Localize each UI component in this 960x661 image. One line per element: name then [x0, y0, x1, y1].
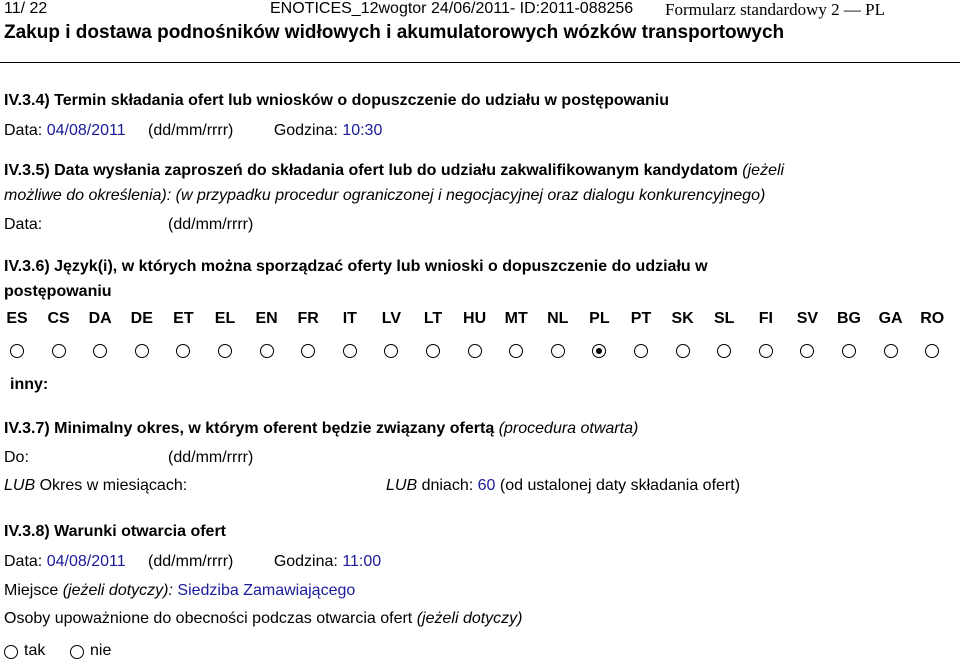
s8-place-note: (jeżeli dotyczy):	[62, 582, 173, 599]
s7-days-label: dniach:	[421, 477, 474, 494]
s8-date-value: 04/08/2011	[46, 553, 126, 570]
language-radio-de[interactable]	[135, 344, 149, 358]
other-language-label: inny:	[10, 376, 49, 393]
section-iv-3-6-heading-cont: postępowaniu	[4, 283, 112, 300]
language-radio-et[interactable]	[176, 344, 190, 358]
s5-date-label: Data:	[4, 216, 43, 233]
s8-persons-label: Osoby upoważnione do obecności podczas otwarcia ofert	[4, 610, 413, 627]
language-radio-el[interactable]	[218, 344, 232, 358]
s4-date-format: (dd/mm/rrrr)	[148, 122, 234, 139]
persons-yes-label: tak	[24, 642, 46, 659]
s7-days-note: (od ustalonej daty składania ofert)	[499, 477, 741, 494]
s7-days-row	[386, 477, 740, 495]
language-radio-hu[interactable]	[468, 344, 482, 358]
s4-date-row	[4, 122, 382, 140]
persons-no-radio[interactable]	[70, 645, 84, 659]
s8-place-row	[4, 582, 355, 600]
language-label-es: ES	[6, 310, 28, 327]
language-radio-sv[interactable]	[800, 344, 814, 358]
s7-heading-note: (procedura otwarta)	[498, 420, 639, 437]
persons-no-label: nie	[90, 642, 112, 659]
language-radio-fr[interactable]	[301, 344, 315, 358]
s8-place-label: Miejsce	[4, 582, 59, 599]
language-radio-lv[interactable]	[384, 344, 398, 358]
header-rule	[0, 62, 960, 63]
language-label-fr: FR	[297, 310, 319, 327]
s8-persons-note: (jeżeli dotyczy)	[416, 610, 523, 627]
s8-date-format: (dd/mm/rrrr)	[148, 553, 234, 570]
language-radio-pl[interactable]	[592, 344, 606, 358]
page-number: 11/ 22	[4, 0, 48, 17]
s5-line2: możliwe do określenia): (w przypadku procedur ograniczonej i negocjacyjnej oraz dialogu konkurencyjnego)	[4, 187, 766, 204]
form-name: Formularz standardowy 2 — PL	[665, 0, 886, 19]
s4-date-value: 04/08/2011	[46, 122, 126, 139]
s8-date-label: Data:	[4, 553, 43, 570]
section-iv-3-6-heading: IV.3.6) Język(i), w których można sporządzać oferty lub wnioski o dopuszczenie do udziału w	[4, 258, 708, 275]
language-radio-fi[interactable]	[759, 344, 773, 358]
s7-months-label: Okres w miesiącach:	[39, 477, 188, 494]
section-iv-3-7-heading	[4, 420, 638, 438]
s5-heading-text: IV.3.5) Data wysłania zaproszeń do składania ofert lub do udziału zakwalifikowanym kandydatom	[4, 162, 738, 179]
s8-date-row	[4, 553, 381, 571]
s4-date-label: Data:	[4, 122, 43, 139]
language-label-en: EN	[255, 310, 278, 327]
section-iv-3-4-heading: IV.3.4) Termin składania ofert lub wniosków o dopuszczenie do udziału w postępowaniu	[4, 92, 669, 109]
language-radio-cs[interactable]	[52, 344, 66, 358]
section-iv-3-5-heading	[4, 162, 784, 180]
language-radio-en[interactable]	[260, 344, 274, 358]
language-radio-lt[interactable]	[426, 344, 440, 358]
language-radio-sl[interactable]	[717, 344, 731, 358]
section-iv-3-8-heading: IV.3.8) Warunki otwarcia ofert	[4, 523, 226, 540]
s8-time-label: Godzina:	[273, 553, 338, 570]
language-label-et: ET	[173, 310, 194, 327]
language-radio-da[interactable]	[93, 344, 107, 358]
language-radio-ga[interactable]	[884, 344, 898, 358]
document-title: Zakup i dostawa podnośników widłowych i akumulatorowych wózków transportowych	[4, 22, 785, 43]
language-radio-it[interactable]	[343, 344, 357, 358]
s7-months-row	[4, 477, 187, 495]
s7-days-value: 60	[477, 477, 496, 494]
language-label-sv: SV	[796, 310, 819, 327]
language-label-it: IT	[342, 310, 357, 327]
language-label-lt: LT	[423, 310, 443, 327]
s7-lub-2: LUB	[386, 477, 418, 494]
language-radio-pt[interactable]	[634, 344, 648, 358]
persons-yes-radio[interactable]	[4, 645, 18, 659]
language-label-fi: FI	[758, 310, 773, 327]
language-radio-bg[interactable]	[842, 344, 856, 358]
language-label-hu: HU	[463, 310, 487, 327]
language-radio-ro[interactable]	[925, 344, 939, 358]
s7-do-label: Do:	[4, 449, 29, 466]
language-label-ga: GA	[878, 310, 903, 327]
s8-place-value: Siedziba Zamawiającego	[177, 582, 356, 599]
s7-date-format: (dd/mm/rrrr)	[168, 449, 254, 466]
language-label-de: DE	[130, 310, 153, 327]
s8-persons-row	[4, 610, 523, 628]
s5-heading-note: (jeżeli	[742, 162, 785, 179]
language-radio-mt[interactable]	[509, 344, 523, 358]
s7-lub-1: LUB	[4, 477, 36, 494]
language-label-pl: PL	[589, 310, 610, 327]
notice-id: ENOTICES_12wogtor 24/06/2011- ID:2011-088256	[270, 0, 634, 17]
s8-time-value: 11:00	[342, 553, 382, 570]
language-label-pt: PT	[630, 310, 652, 327]
language-radio-sk[interactable]	[676, 344, 690, 358]
s5-date-format: (dd/mm/rrrr)	[168, 216, 254, 233]
language-label-nl: NL	[547, 310, 569, 327]
s4-time-value: 10:30	[342, 122, 383, 139]
language-label-lv: LV	[381, 310, 402, 327]
language-label-sk: SK	[671, 310, 694, 327]
s7-heading-text: IV.3.7) Minimalny okres, w którym oferent będzie związany ofertą	[4, 420, 495, 437]
language-label-mt: MT	[504, 310, 528, 327]
s4-time-label: Godzina:	[273, 122, 338, 139]
language-radio-es[interactable]	[10, 344, 24, 358]
language-radio-nl[interactable]	[551, 344, 565, 358]
language-label-da: DA	[88, 310, 112, 327]
language-label-cs: CS	[47, 310, 70, 327]
language-label-ro: RO	[920, 310, 945, 327]
language-label-el: EL	[214, 310, 236, 327]
language-label-bg: BG	[837, 310, 861, 327]
language-label-sl: SL	[713, 310, 735, 327]
